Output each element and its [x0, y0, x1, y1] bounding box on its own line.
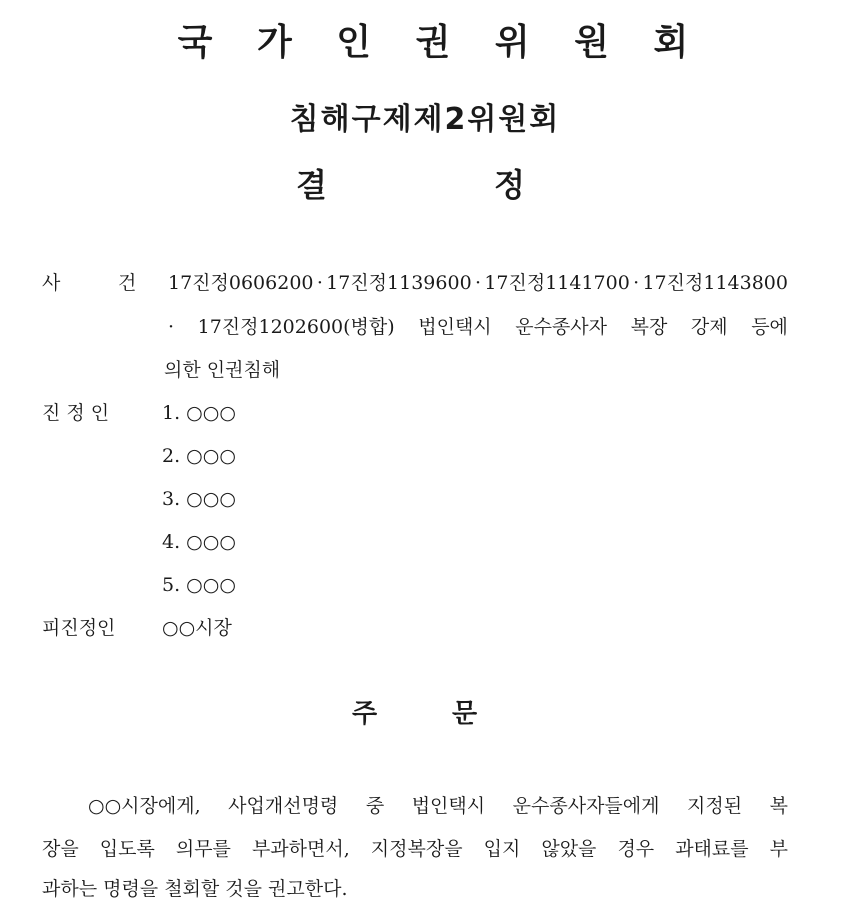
- case-number: 17진정1139600: [326, 272, 472, 294]
- order-word: 부: [769, 838, 788, 860]
- order-word: 중: [365, 795, 385, 817]
- case-number: 17진정1202600(병합): [197, 316, 395, 338]
- case-number: 17진정1141700: [484, 272, 630, 294]
- order-word: 지정복장을: [370, 838, 463, 860]
- case-word: 운수종사자: [515, 316, 608, 338]
- order-word: 않았을: [541, 838, 597, 860]
- order-word: 부과하면서,: [251, 838, 350, 860]
- order-word: 입지: [483, 838, 521, 860]
- order-word: 사업개선명령: [228, 795, 339, 817]
- case-number-line-1: [168, 274, 788, 293]
- order-heading-second: 문: [452, 699, 478, 729]
- order-word: 법인택시: [411, 795, 486, 817]
- decision-heading-first: 결: [296, 166, 327, 204]
- order-word: 운수종사자들에게: [512, 795, 660, 817]
- case-word: 법인택시: [418, 316, 492, 338]
- case-label-second: 건: [118, 272, 137, 294]
- case-word: 등에: [751, 316, 788, 338]
- order-word: 복: [769, 795, 788, 817]
- case-number: 17진정1143800: [642, 272, 788, 294]
- complainant-item: 2. ○○○: [162, 445, 236, 467]
- order-body-line-2: [42, 840, 788, 859]
- order-word: 경우: [617, 838, 655, 860]
- decision-heading-second: 정: [494, 166, 525, 204]
- committee-name: 침해구제제2위원회: [289, 102, 561, 137]
- complainant-label: 진 정 인: [42, 402, 110, 424]
- case-title-line-3: 의한 인권침해: [164, 359, 281, 381]
- case-number-line-2: [168, 318, 788, 337]
- separator-dot: ·: [316, 272, 323, 294]
- respondent-label: 피진정인: [42, 617, 116, 639]
- order-word: 장을: [42, 838, 79, 860]
- case-word: 강제: [690, 316, 728, 338]
- case-number: 17진정0606200: [168, 272, 314, 294]
- order-word: 과태료를: [675, 838, 749, 860]
- separator-dot: ·: [168, 316, 175, 338]
- case-label-first: 사: [42, 272, 61, 294]
- separator-dot: ·: [474, 272, 482, 294]
- order-word: 입도록: [99, 838, 155, 860]
- order-body-line-1: [88, 797, 788, 816]
- complainant-item: 4. ○○○: [162, 531, 236, 553]
- order-word: ○○시장에게,: [88, 795, 201, 817]
- order-word: 지정된: [687, 795, 743, 817]
- order-body-line-3: 과하는 명령을 철회할 것을 권고한다.: [42, 878, 348, 900]
- case-word: 복장: [630, 316, 668, 338]
- complainant-item: 1. ○○○: [162, 402, 236, 424]
- order-word: 의무를: [175, 838, 231, 860]
- respondent-value: ○○시장: [162, 617, 232, 639]
- document-title: 국 가 인 권 위 원 회: [177, 22, 705, 63]
- separator-dot: ·: [633, 272, 640, 294]
- complainant-item: 3. ○○○: [162, 488, 236, 510]
- complainant-item: 5. ○○○: [162, 574, 236, 596]
- order-heading-first: 주: [352, 699, 378, 729]
